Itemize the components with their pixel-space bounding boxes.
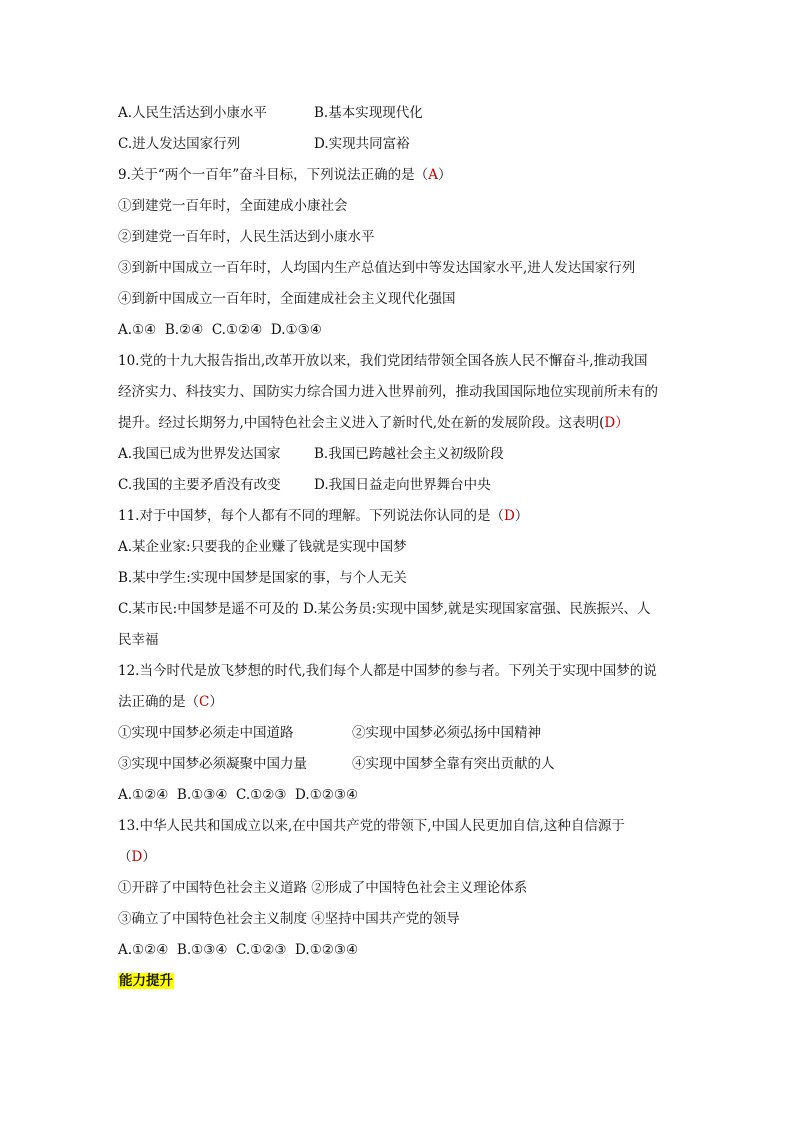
q10-answer: D xyxy=(604,415,616,431)
q8-option-a: A.人民生活达到小康水平 xyxy=(118,105,268,121)
q11-option-a: A.某企业家:只要我的企业赚了钱就是实现中国梦 xyxy=(118,539,407,555)
section-title: 能力提升 xyxy=(119,973,173,989)
q10-stem-line-2: 经济实力、科技实力、国防实力综合国力进入世界前列，推动我国国际地位实现前所未有的 xyxy=(118,384,658,400)
q8-option-d: D.实现共同富裕 xyxy=(314,136,410,152)
q9-item-2: ②到建党一百年时，人民生活达到小康水平 xyxy=(118,229,375,245)
section-heading xyxy=(118,966,698,997)
q9-stem: 9.关于“两个一百年”奋斗目标，下列说法正确的是（A） xyxy=(118,167,452,183)
q10-options-row-2 xyxy=(118,470,698,501)
q12-item-1: ①实现中国梦必须走中国道路 xyxy=(118,725,294,741)
q10-options-row-1 xyxy=(118,439,698,470)
q8-options-row-1 xyxy=(118,98,698,129)
q10-option-c: C.我国的主要矛盾没有改变 xyxy=(118,477,281,493)
q9-options: A.①④ B.②④ C.①②④ D.①③④ xyxy=(118,322,322,338)
q11-option-c-d: C.某市民:中国梦是遥不可及的 D.某公务员:实现中国梦,就是实现国家富强、民族振兴、人 xyxy=(118,601,651,617)
q9-item-3: ③到新中国成立一百年时，人均国内生产总值达到中等发达国家水平,进人发达国家行列 xyxy=(118,260,636,276)
q10-stem-line-1: 10.党的十九大报告指出,改革开放以来，我们党团结带领全国各族人民不懈奋斗,推动我国 xyxy=(118,353,648,369)
document-page xyxy=(118,98,698,997)
q8-option-c: C.进人发达国家行列 xyxy=(118,136,241,152)
q8-option-b: B.基本实现现代化 xyxy=(314,105,423,121)
q12-item-3: ③实现中国梦必须凝聚中国力量 xyxy=(118,756,307,772)
q11-option-d-cont: 民幸福 xyxy=(118,632,159,648)
q12-stem-line-2: 法正确的是（C） xyxy=(118,694,223,710)
q12-options: A.①②④ B.①③④ C.①②③ D.①②③④ xyxy=(118,787,359,803)
q9-answer: A xyxy=(428,167,438,183)
q10-option-a: A.我国已成为世界发达国家 xyxy=(118,446,281,462)
q13-options: A.①②④ B.①③④ C.①②③ D.①②③④ xyxy=(118,942,359,958)
q11-answer: D xyxy=(503,508,515,524)
q10-option-d: D.我国日益走向世界舞台中央 xyxy=(314,477,491,493)
q11-stem: 11.对于中国梦，每个人都有不同的理解。下列说法你认同的是（D） xyxy=(118,508,529,524)
q12-item-4: ④实现中国梦全靠有突出贡献的人 xyxy=(352,756,555,772)
q8-options-row-2 xyxy=(118,129,698,160)
q11-option-b: B.某中学生:实现中国梦是国家的事，与个人无关 xyxy=(118,570,407,586)
q12-item-2: ②实现中国梦必须弘扬中国精神 xyxy=(352,725,541,741)
q13-stem-line-2: （D） xyxy=(118,849,156,865)
q13-items-row-1: ①开辟了中国特色社会主义道路 ②形成了中国特色社会主义理论体系 xyxy=(118,880,528,896)
q13-items-row-2: ③确立了中国特色社会主义制度 ④坚持中国共产党的领导 xyxy=(118,911,460,927)
q9-item-1: ①到建党一百年时，全面建成小康社会 xyxy=(118,198,348,214)
q12-stem-line-1: 12.当今时代是放飞梦想的时代,我们每个人都是中国梦的参与者。下列关于实现中国梦的说 xyxy=(118,663,657,679)
q10-stem-line-3: 提升。经过长期努力,中国特色社会主义进入了新时代,处在新的发展阶段。这表明(D） xyxy=(118,415,629,431)
q13-stem-line-1: 13.中华人民共和国成立以来,在中国共产党的带领下,中国人民更加自信,这种自信源于 xyxy=(118,818,625,834)
q12-items-row-2 xyxy=(118,749,698,780)
q10-option-b: B.我国已跨越社会主义初级阶段 xyxy=(314,446,504,462)
q13-answer: D xyxy=(131,849,143,865)
q9-item-4: ④到新中国成立一百年时，全面建成社会主义现代化强国 xyxy=(118,291,456,307)
q12-answer: C xyxy=(199,694,210,710)
q12-items-row-1 xyxy=(118,718,698,749)
